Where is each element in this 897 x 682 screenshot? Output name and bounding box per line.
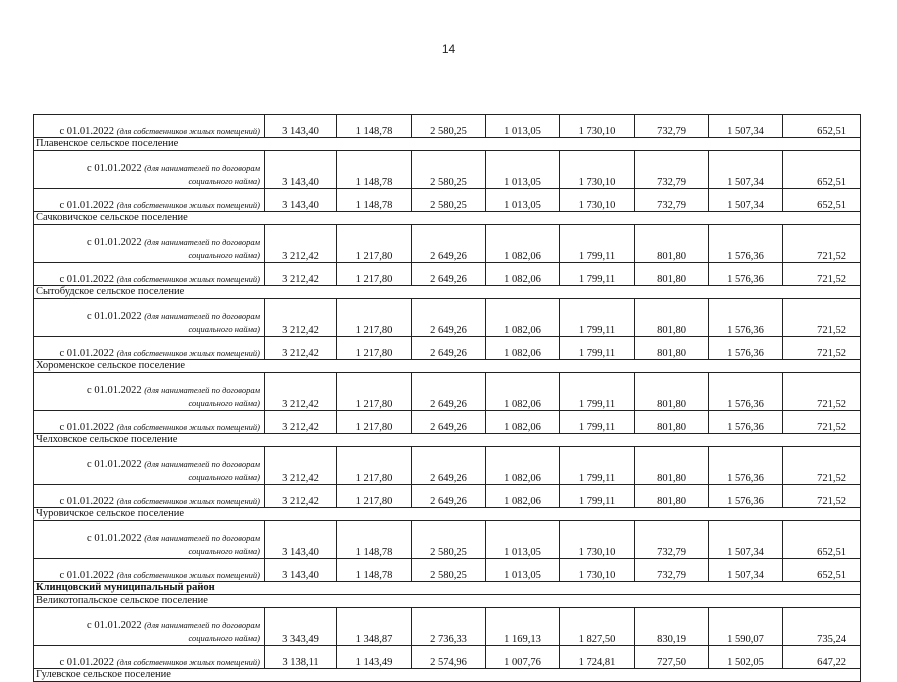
tenant-note-line-1: (для нанимателей по договорам — [144, 459, 260, 469]
tariff-value-col-3: 2 649,26 — [412, 447, 486, 485]
tariff-value-col-2: 1 217,80 — [337, 373, 412, 411]
tariff-value-col-6: 801,80 — [635, 447, 709, 485]
tariff-value-col-3: 2 649,26 — [412, 337, 486, 360]
settlement-heading-row — [34, 669, 861, 682]
row-date: с 01.01.2022 — [87, 311, 142, 322]
owner-tariff-row — [34, 559, 861, 582]
settlement-heading-row — [34, 595, 861, 608]
tariff-value-col-1: 3 143,40 — [265, 559, 337, 582]
tariff-value-col-6: 732,79 — [635, 521, 709, 559]
tariff-value-col-4: 1 082,06 — [486, 447, 560, 485]
row-date: с 01.01.2022 — [87, 237, 142, 248]
tariff-value-col-5: 1 724,81 — [560, 646, 635, 669]
row-date: с 01.01.2022 — [59, 657, 114, 668]
tariff-value-col-1: 3 212,42 — [265, 225, 337, 263]
tariff-value-col-8: 721,52 — [783, 485, 861, 508]
tenant-note-line-1: (для нанимателей по договорам — [144, 163, 260, 173]
settlement-name: Чуровичское сельское поселение — [34, 508, 861, 521]
tariff-value-col-2: 1 148,78 — [337, 559, 412, 582]
tariff-table-body — [34, 115, 861, 682]
tenant-note-line-1: (для нанимателей по договорам — [144, 620, 260, 630]
tariff-value-col-3: 2 580,25 — [412, 559, 486, 582]
owner-tariff-row — [34, 115, 861, 138]
row-label-line-1 — [38, 458, 260, 471]
owner-note: (для собственников жилых помещений) — [116, 657, 260, 667]
tariff-value-col-8: 652,51 — [783, 151, 861, 189]
tenant-tariff-row — [34, 225, 861, 263]
tariff-value-col-1: 3 143,40 — [265, 189, 337, 212]
row-label-line-1 — [38, 532, 260, 545]
owner-tariff-row — [34, 263, 861, 286]
settlement-heading-row — [34, 434, 861, 447]
settlement-name: Сачковичское сельское поселение — [34, 212, 861, 225]
tariff-value-col-7: 1 507,34 — [709, 559, 783, 582]
row-label — [34, 189, 265, 212]
tariff-value-col-4: 1 013,05 — [486, 559, 560, 582]
tariff-value-col-8: 721,52 — [783, 411, 861, 434]
tariff-value-col-8: 652,51 — [783, 189, 861, 212]
row-label — [34, 447, 265, 485]
tariff-value-col-4: 1 082,06 — [486, 411, 560, 434]
tariff-value-col-2: 1 217,80 — [337, 411, 412, 434]
tariff-value-col-5: 1 799,11 — [560, 411, 635, 434]
row-date: с 01.01.2022 — [59, 126, 114, 137]
tariff-value-col-3: 2 649,26 — [412, 225, 486, 263]
row-label-line-1 — [38, 619, 260, 632]
owner-note: (для собственников жилых помещений) — [116, 348, 260, 358]
owner-note: (для собственников жилых помещений) — [116, 422, 260, 432]
tenant-tariff-row — [34, 521, 861, 559]
tariff-value-col-1: 3 143,40 — [265, 115, 337, 138]
tariff-value-col-2: 1 217,80 — [337, 225, 412, 263]
tenant-tariff-row — [34, 373, 861, 411]
tariff-value-col-4: 1 082,06 — [486, 373, 560, 411]
owner-note: (для собственников жилых помещений) — [116, 496, 260, 506]
row-date: с 01.01.2022 — [87, 385, 142, 396]
tariff-value-col-3: 2 649,26 — [412, 485, 486, 508]
row-label-line-2 — [38, 249, 260, 262]
tariff-value-col-5: 1 799,11 — [560, 299, 635, 337]
tariff-value-col-1: 3 143,40 — [265, 151, 337, 189]
row-label — [34, 151, 265, 189]
settlement-name: Хороменское сельское поселение — [34, 360, 861, 373]
row-label-line-2 — [38, 545, 260, 558]
tariff-value-col-4: 1 082,06 — [486, 337, 560, 360]
row-label — [34, 485, 265, 508]
row-label-line-1 — [38, 384, 260, 397]
page-number: 14 — [441, 42, 456, 56]
settlement-heading-row — [34, 360, 861, 373]
tariff-value-col-7: 1 576,36 — [709, 447, 783, 485]
tariff-value-col-3: 2 580,25 — [412, 115, 486, 138]
tariff-value-col-7: 1 507,34 — [709, 521, 783, 559]
tariff-value-col-5: 1 827,50 — [560, 608, 635, 646]
settlement-name: Великотопальское сельское поселение — [34, 595, 861, 608]
row-date: с 01.01.2022 — [87, 163, 142, 174]
owner-note: (для собственников жилых помещений) — [116, 570, 260, 580]
tariff-value-col-5: 1 730,10 — [560, 559, 635, 582]
tariff-value-col-5: 1 799,11 — [560, 337, 635, 360]
tariff-value-col-4: 1 013,05 — [486, 115, 560, 138]
tenant-tariff-row — [34, 151, 861, 189]
owner-tariff-row — [34, 485, 861, 508]
tariff-value-col-8: 721,52 — [783, 225, 861, 263]
tariff-value-col-6: 801,80 — [635, 485, 709, 508]
row-date: с 01.01.2022 — [59, 570, 114, 581]
tariff-value-col-4: 1 013,05 — [486, 189, 560, 212]
tariff-value-col-3: 2 649,26 — [412, 263, 486, 286]
tariff-value-col-3: 2 649,26 — [412, 299, 486, 337]
row-date: с 01.01.2022 — [59, 274, 114, 285]
tariff-value-col-7: 1 507,34 — [709, 115, 783, 138]
tariff-value-col-7: 1 576,36 — [709, 263, 783, 286]
row-date: с 01.01.2022 — [87, 459, 142, 470]
tariff-value-col-4: 1 082,06 — [486, 299, 560, 337]
tenant-note-line-2: социального найма) — [188, 546, 260, 556]
tenant-tariff-row — [34, 447, 861, 485]
tariff-value-col-7: 1 576,36 — [709, 485, 783, 508]
row-label — [34, 559, 265, 582]
settlement-name: Гулевское сельское поселение — [34, 669, 861, 682]
tariff-value-col-4: 1 082,06 — [486, 485, 560, 508]
tariff-value-col-7: 1 502,05 — [709, 646, 783, 669]
tariff-value-col-3: 2 580,25 — [412, 521, 486, 559]
tariff-value-col-8: 721,52 — [783, 263, 861, 286]
row-label — [34, 337, 265, 360]
tariff-value-col-7: 1 576,36 — [709, 337, 783, 360]
settlement-name: Челховское сельское поселение — [34, 434, 861, 447]
settlement-heading-row — [34, 138, 861, 151]
tariff-value-col-1: 3 212,42 — [265, 447, 337, 485]
settlement-heading-row — [34, 508, 861, 521]
tariff-value-col-2: 1 148,78 — [337, 115, 412, 138]
tariff-value-col-1: 3 212,42 — [265, 299, 337, 337]
row-label-line-1 — [38, 310, 260, 323]
tariff-value-col-1: 3 143,40 — [265, 521, 337, 559]
tariff-value-col-6: 732,79 — [635, 151, 709, 189]
tariff-value-col-4: 1 082,06 — [486, 225, 560, 263]
tariff-value-col-2: 1 217,80 — [337, 337, 412, 360]
tariff-value-col-2: 1 348,87 — [337, 608, 412, 646]
tariff-value-col-2: 1 148,78 — [337, 521, 412, 559]
tenant-note-line-2: социального найма) — [188, 324, 260, 334]
tariff-value-col-2: 1 217,80 — [337, 299, 412, 337]
tariff-value-col-4: 1 007,76 — [486, 646, 560, 669]
tenant-note-line-2: социального найма) — [188, 398, 260, 408]
tariff-value-col-6: 801,80 — [635, 373, 709, 411]
tariff-value-col-6: 727,50 — [635, 646, 709, 669]
row-label — [34, 521, 265, 559]
row-label-line-2 — [38, 632, 260, 645]
tariff-value-col-7: 1 590,07 — [709, 608, 783, 646]
row-label-line-2 — [38, 471, 260, 484]
settlement-heading-row — [34, 286, 861, 299]
tenant-note-line-1: (для нанимателей по договорам — [144, 385, 260, 395]
tariff-value-col-2: 1 217,80 — [337, 263, 412, 286]
tariff-value-col-8: 721,52 — [783, 447, 861, 485]
tenant-note-line-1: (для нанимателей по договорам — [144, 311, 260, 321]
tenant-note-line-2: социального найма) — [188, 250, 260, 260]
row-label-line-1 — [38, 236, 260, 249]
tariff-value-col-7: 1 576,36 — [709, 373, 783, 411]
row-label — [34, 646, 265, 669]
tariff-value-col-6: 801,80 — [635, 411, 709, 434]
row-date: с 01.01.2022 — [59, 496, 114, 507]
tariff-value-col-3: 2 736,33 — [412, 608, 486, 646]
settlement-name: Сытобудское сельское поселение — [34, 286, 861, 299]
tariff-value-col-8: 652,51 — [783, 115, 861, 138]
tariff-value-col-2: 1 143,49 — [337, 646, 412, 669]
tariff-value-col-3: 2 574,96 — [412, 646, 486, 669]
owner-tariff-row — [34, 646, 861, 669]
row-label — [34, 373, 265, 411]
tariff-value-col-6: 801,80 — [635, 299, 709, 337]
tariff-value-col-3: 2 580,25 — [412, 151, 486, 189]
tariff-value-col-3: 2 580,25 — [412, 189, 486, 212]
owner-note: (для собственников жилых помещений) — [116, 274, 260, 284]
tariff-value-col-8: 721,52 — [783, 373, 861, 411]
row-date: с 01.01.2022 — [59, 422, 114, 433]
tenant-tariff-row — [34, 299, 861, 337]
tenant-note-line-2: социального найма) — [188, 633, 260, 643]
owner-note: (для собственников жилых помещений) — [116, 200, 260, 210]
tariff-value-col-8: 647,22 — [783, 646, 861, 669]
tariff-value-col-5: 1 799,11 — [560, 263, 635, 286]
tariff-value-col-2: 1 217,80 — [337, 485, 412, 508]
tariff-value-col-2: 1 148,78 — [337, 189, 412, 212]
tariff-value-col-5: 1 730,10 — [560, 151, 635, 189]
tariff-value-col-5: 1 799,11 — [560, 373, 635, 411]
tariff-value-col-2: 1 217,80 — [337, 447, 412, 485]
row-date: с 01.01.2022 — [59, 200, 114, 211]
tariff-value-col-7: 1 576,36 — [709, 299, 783, 337]
tenant-note-line-2: социального найма) — [188, 176, 260, 186]
tariff-value-col-6: 732,79 — [635, 189, 709, 212]
tariff-value-col-4: 1 169,13 — [486, 608, 560, 646]
tenant-note-line-2: социального найма) — [188, 472, 260, 482]
tariff-value-col-8: 721,52 — [783, 299, 861, 337]
tariff-value-col-6: 732,79 — [635, 115, 709, 138]
row-label-line-2 — [38, 323, 260, 336]
district-heading-row — [34, 582, 861, 595]
tariff-value-col-1: 3 138,11 — [265, 646, 337, 669]
tariff-value-col-7: 1 576,36 — [709, 225, 783, 263]
tariff-table — [33, 114, 861, 682]
tariff-value-col-1: 3 212,42 — [265, 373, 337, 411]
settlement-name: Плавенское сельское поселение — [34, 138, 861, 151]
tariff-value-col-1: 3 212,42 — [265, 337, 337, 360]
row-label — [34, 225, 265, 263]
row-date: с 01.01.2022 — [87, 620, 142, 631]
owner-tariff-row — [34, 411, 861, 434]
tariff-value-col-6: 732,79 — [635, 559, 709, 582]
tariff-value-col-8: 652,51 — [783, 521, 861, 559]
tenant-note-line-1: (для нанимателей по договорам — [144, 237, 260, 247]
owner-note: (для собственников жилых помещений) — [116, 126, 260, 136]
tariff-value-col-8: 735,24 — [783, 608, 861, 646]
tariff-value-col-8: 721,52 — [783, 337, 861, 360]
tariff-value-col-8: 652,51 — [783, 559, 861, 582]
tariff-value-col-5: 1 730,10 — [560, 521, 635, 559]
tariff-value-col-1: 3 212,42 — [265, 411, 337, 434]
tariff-value-col-1: 3 343,49 — [265, 608, 337, 646]
settlement-heading-row — [34, 212, 861, 225]
tariff-value-col-5: 1 799,11 — [560, 485, 635, 508]
tariff-value-col-4: 1 013,05 — [486, 151, 560, 189]
tariff-value-col-7: 1 507,34 — [709, 151, 783, 189]
row-date: с 01.01.2022 — [59, 348, 114, 359]
tariff-value-col-1: 3 212,42 — [265, 485, 337, 508]
owner-tariff-row — [34, 189, 861, 212]
row-label-line-1 — [38, 162, 260, 175]
tariff-value-col-3: 2 649,26 — [412, 411, 486, 434]
tariff-value-col-6: 801,80 — [635, 263, 709, 286]
tariff-value-col-5: 1 799,11 — [560, 447, 635, 485]
tariff-value-col-6: 801,80 — [635, 337, 709, 360]
tariff-value-col-5: 1 730,10 — [560, 115, 635, 138]
row-label — [34, 411, 265, 434]
tariff-value-col-6: 830,19 — [635, 608, 709, 646]
district-name: Клинцовский муниципальный район — [34, 582, 861, 595]
tariff-value-col-5: 1 799,11 — [560, 225, 635, 263]
row-label-line-2 — [38, 175, 260, 188]
tenant-note-line-1: (для нанимателей по договорам — [144, 533, 260, 543]
tariff-value-col-2: 1 148,78 — [337, 151, 412, 189]
row-label — [34, 115, 265, 138]
tariff-value-col-4: 1 082,06 — [486, 263, 560, 286]
row-label — [34, 299, 265, 337]
row-label — [34, 263, 265, 286]
tariff-value-col-7: 1 576,36 — [709, 411, 783, 434]
tariff-value-col-3: 2 649,26 — [412, 373, 486, 411]
tariff-value-col-5: 1 730,10 — [560, 189, 635, 212]
tariff-value-col-7: 1 507,34 — [709, 189, 783, 212]
tariff-value-col-1: 3 212,42 — [265, 263, 337, 286]
row-label-line-2 — [38, 397, 260, 410]
owner-tariff-row — [34, 337, 861, 360]
tariff-value-col-6: 801,80 — [635, 225, 709, 263]
row-date: с 01.01.2022 — [87, 533, 142, 544]
tariff-value-col-4: 1 013,05 — [486, 521, 560, 559]
